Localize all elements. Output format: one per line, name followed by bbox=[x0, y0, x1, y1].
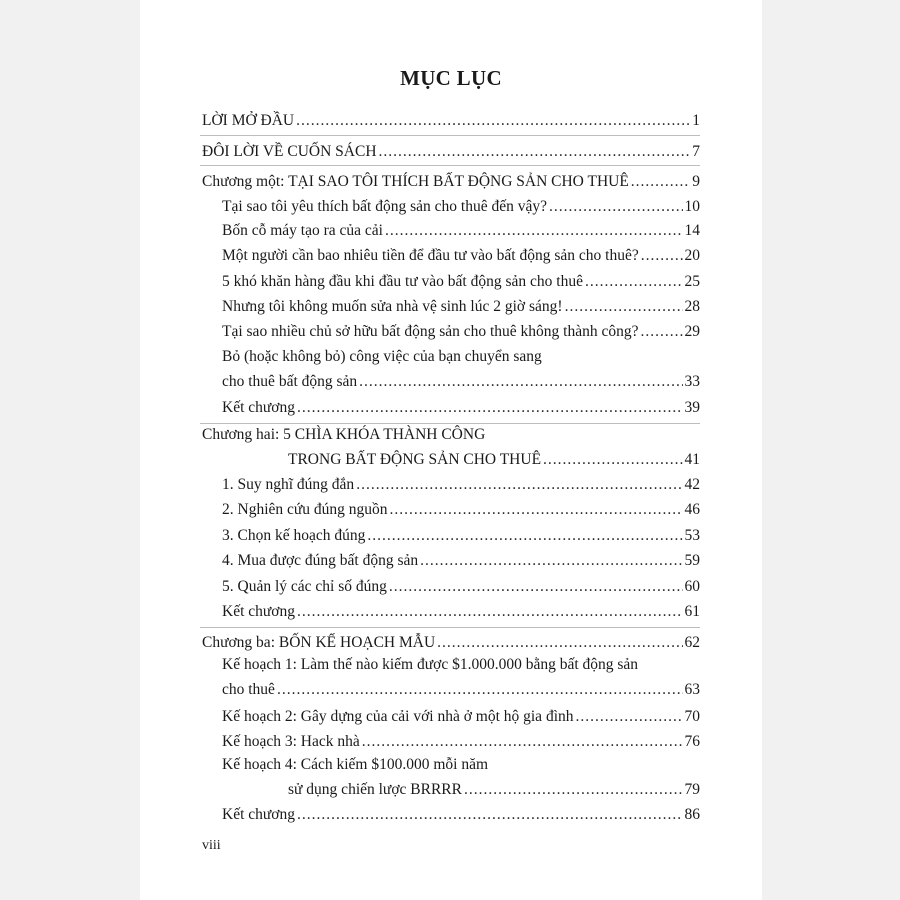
toc-page-number: 53 bbox=[684, 527, 700, 544]
dot-leader bbox=[543, 448, 682, 472]
toc-page-number: 28 bbox=[684, 298, 700, 315]
toc-entry-title: Kế hoạch 2: Gây dựng của cải với nhà ở một hộ gia đình bbox=[222, 708, 574, 725]
toc-entry-title: ĐÔI LỜI VỀ CUỐN SÁCH bbox=[202, 143, 377, 160]
toc-entry-title: cho thuê bất động sản bbox=[222, 373, 358, 390]
page-folio: viii bbox=[202, 838, 221, 853]
separator bbox=[200, 165, 700, 166]
toc-entry-title: 1. Suy nghĩ đúng đắn bbox=[222, 476, 355, 493]
toc-entry[interactable] bbox=[140, 600, 762, 624]
dot-leader bbox=[641, 320, 683, 344]
toc-page-number: 63 bbox=[684, 681, 700, 698]
toc-entry-title: Bốn cỗ máy tạo ra của cải bbox=[222, 222, 383, 239]
toc-entry[interactable] bbox=[140, 730, 762, 754]
toc-entry-title: 4. Mua được đúng bất động sản bbox=[222, 552, 419, 569]
dot-leader bbox=[379, 140, 691, 164]
toc-entry-first-line: Kế hoạch 1: Làm thế nào kiếm được $1.000.000 bằng bất động sản bbox=[222, 656, 639, 673]
dot-leader bbox=[297, 600, 683, 624]
toc-entry-title: Kết chương bbox=[222, 806, 295, 823]
toc-page-number: 41 bbox=[684, 451, 700, 468]
dot-leader bbox=[356, 473, 682, 497]
dot-leader bbox=[297, 396, 683, 420]
toc-page-number: 86 bbox=[684, 806, 700, 823]
toc-entry-title: 5. Quản lý các chỉ số đúng bbox=[222, 578, 387, 595]
toc-entry-first-line: Kế hoạch 4: Cách kiếm $100.000 mỗi năm bbox=[222, 756, 489, 773]
toc-entry-title: LỜI MỞ ĐẦU bbox=[202, 112, 295, 129]
toc-chapter-entry[interactable] bbox=[140, 631, 762, 655]
toc-entry[interactable] bbox=[140, 396, 762, 420]
dot-leader bbox=[297, 803, 683, 827]
toc-entry[interactable] bbox=[140, 656, 762, 702]
toc-entry[interactable] bbox=[140, 549, 762, 573]
dot-leader bbox=[641, 244, 683, 268]
toc-chapter-entry[interactable] bbox=[140, 426, 762, 472]
dot-leader bbox=[389, 575, 683, 599]
toc-page-number: 29 bbox=[684, 323, 700, 340]
toc-page-number: 7 bbox=[692, 143, 700, 160]
toc-entry[interactable] bbox=[140, 705, 762, 729]
toc-page-number: 62 bbox=[684, 634, 700, 651]
dot-leader bbox=[631, 170, 690, 194]
dot-leader bbox=[464, 778, 683, 802]
toc-entry-title: TRONG BẤT ĐỘNG SẢN CHO THUÊ bbox=[288, 451, 542, 468]
toc-entry[interactable] bbox=[140, 195, 762, 219]
dot-leader bbox=[367, 524, 682, 548]
dot-leader bbox=[296, 109, 690, 133]
toc-page-number: 9 bbox=[692, 173, 700, 190]
toc-entry[interactable] bbox=[140, 140, 762, 164]
dot-leader bbox=[390, 498, 683, 522]
toc-entry-title: Kết chương bbox=[222, 603, 295, 620]
toc-page-number: 60 bbox=[684, 578, 700, 595]
toc-entry[interactable] bbox=[140, 575, 762, 599]
toc-page-number: 14 bbox=[684, 222, 700, 239]
separator bbox=[200, 627, 700, 628]
toc-entry[interactable] bbox=[140, 524, 762, 548]
separator bbox=[200, 135, 700, 136]
toc-entry-title: Chương ba: BỐN KẾ HOẠCH MẪU bbox=[202, 634, 436, 651]
book-page bbox=[140, 0, 762, 900]
toc-page-number: 61 bbox=[684, 603, 700, 620]
dot-leader bbox=[549, 195, 683, 219]
toc-entry-title: Chương một: TẠI SAO TÔI THÍCH BẤT ĐỘNG SẢN CHO THUÊ bbox=[202, 173, 629, 190]
toc-entry[interactable] bbox=[140, 320, 762, 344]
toc-entry-first-line: Bỏ (hoặc không bỏ) công việc của bạn chuyển sang bbox=[222, 348, 542, 365]
toc-page-number: 46 bbox=[684, 501, 700, 518]
dot-leader bbox=[437, 631, 682, 655]
toc-entry-title: 3. Chọn kế hoạch đúng bbox=[222, 527, 366, 544]
toc-page-number: 59 bbox=[684, 552, 700, 569]
dot-leader bbox=[576, 705, 683, 729]
toc-entry[interactable] bbox=[140, 270, 762, 294]
toc-entry-title: 5 khó khăn hàng đầu khi đầu tư vào bất động sản cho thuê bbox=[222, 273, 583, 290]
toc-page-number: 79 bbox=[684, 781, 700, 798]
toc-page-number: 70 bbox=[684, 708, 700, 725]
dot-leader bbox=[585, 270, 683, 294]
toc-entry[interactable] bbox=[140, 219, 762, 243]
toc-entry-title: Kết chương bbox=[222, 399, 295, 416]
toc-entry-first-line: Chương hai: 5 CHÌA KHÓA THÀNH CÔNG bbox=[202, 426, 486, 443]
dot-leader bbox=[362, 730, 683, 754]
toc-entry[interactable] bbox=[140, 348, 762, 394]
toc-page-number: 20 bbox=[684, 247, 700, 264]
toc-entry[interactable] bbox=[140, 803, 762, 827]
toc-entry-title: 2. Nghiên cứu đúng nguồn bbox=[222, 501, 388, 518]
toc-entry-title: Một người cần bao nhiêu tiền để đầu tư vào bất động sản cho thuê? bbox=[222, 247, 639, 264]
toc-entry-title: Kế hoạch 3: Hack nhà bbox=[222, 733, 360, 750]
toc-page-number: 1 bbox=[692, 112, 700, 129]
toc-entry-title: Tại sao tôi yêu thích bất động sản cho thuê đến vậy? bbox=[222, 198, 547, 215]
toc-page-number: 39 bbox=[684, 399, 700, 416]
toc-entry[interactable] bbox=[140, 473, 762, 497]
toc-entry-title: Nhưng tôi không muốn sửa nhà vệ sinh lúc 2 giờ sáng! bbox=[222, 298, 563, 315]
page-title: MỤC LỤC bbox=[400, 66, 502, 90]
toc-page-number: 10 bbox=[684, 198, 700, 215]
toc-entry[interactable] bbox=[140, 109, 762, 133]
toc-entry[interactable] bbox=[140, 498, 762, 522]
toc-entry-title: cho thuê bbox=[222, 681, 275, 698]
toc-page-number: 42 bbox=[684, 476, 700, 493]
dot-leader bbox=[359, 370, 682, 394]
toc-page-number: 25 bbox=[684, 273, 700, 290]
toc-page-number: 76 bbox=[684, 733, 700, 750]
toc-page-number: 33 bbox=[684, 373, 700, 390]
dot-leader bbox=[277, 678, 683, 702]
dot-leader bbox=[420, 549, 682, 573]
dot-leader bbox=[385, 219, 683, 243]
dot-leader bbox=[565, 295, 683, 319]
toc-chapter-entry[interactable] bbox=[140, 170, 762, 194]
toc-entry[interactable] bbox=[140, 244, 762, 268]
toc-entry-title: Tại sao nhiều chủ sở hữu bất động sản cho thuê không thành công? bbox=[222, 323, 639, 340]
toc-entry-title: sử dụng chiến lược BRRRR bbox=[288, 781, 462, 798]
toc-entry[interactable] bbox=[140, 295, 762, 319]
toc-entry[interactable] bbox=[140, 756, 762, 802]
